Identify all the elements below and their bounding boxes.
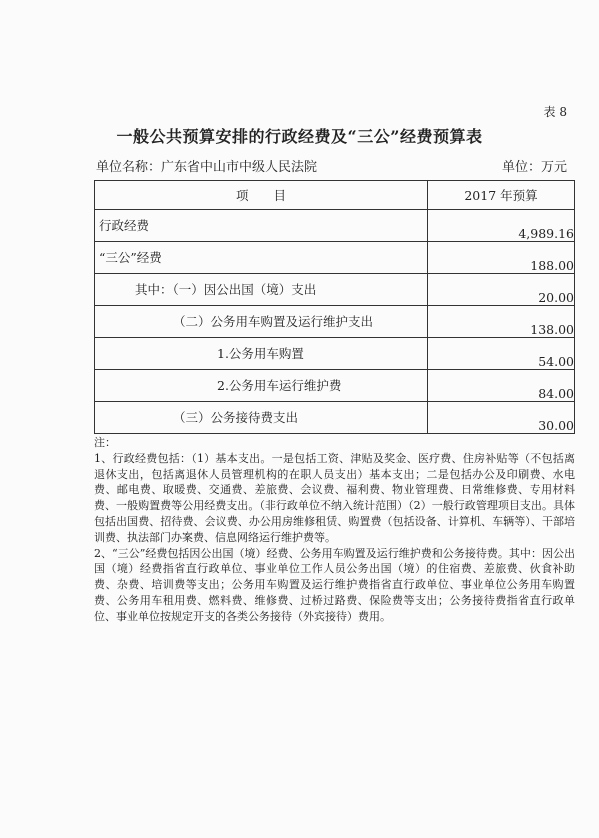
header-budget: 2017 年预算 xyxy=(428,181,575,210)
row-label: （二）公务用车购置及运行维护支出 xyxy=(173,314,374,329)
unit-label: 单位：万元 xyxy=(501,160,567,175)
header-row xyxy=(95,181,575,210)
row-label: 1.公务用车购置 xyxy=(217,346,304,361)
row-label: 2.公务用车运行维护费 xyxy=(217,378,342,393)
row-value: 54.00 xyxy=(428,338,575,370)
unit-name: 单位名称：广东省中山市中级人民法院 xyxy=(96,160,318,175)
table-row xyxy=(95,370,575,402)
row-value: 4,989.16 xyxy=(428,210,575,242)
row-label: 行政经费 xyxy=(99,218,150,233)
row-label: “三公”经费 xyxy=(99,250,162,265)
row-value: 188.00 xyxy=(428,242,575,274)
header-item: 项 目 xyxy=(95,181,428,210)
table-row xyxy=(95,210,575,242)
notes xyxy=(94,435,575,625)
row-value: 20.00 xyxy=(428,274,575,306)
table-row xyxy=(95,242,575,274)
table-row xyxy=(95,306,575,338)
row-label: 其中：（一）因公出国（境）支出 xyxy=(135,282,317,297)
row-value: 84.00 xyxy=(428,370,575,402)
page-title: 一般公共预算安排的行政经费及“三公”经费预算表 xyxy=(116,127,483,146)
table-number: 表 8 xyxy=(543,105,567,119)
note-1: 1、行政经费包括：（1）基本支出。一是包括工资、津贴及奖金、医疗费、住房补贴等（不包括离退休支出，包括离退休人员管理机构的在职人员支出）基本支出；二是包括办公及印刷费、水电费、邮电费、取暖费、交通费、差旅费、会议费、福利费、物业管理费、日常维修费、专用材料费、一般购置费等公用经费支出。（非行政单位不纳入统计范围）（2）一般行政管理项目支出。具体包括出国费、招待费、会议费、办公用房维修租赁、购置费（包括设备、计算机、车辆等）、干部培训费、执法部门办案费、信息网络运行维护费等。 xyxy=(94,451,575,544)
note-2: 2、“三公”经费包括因公出国（境）经费、公务用车购置及运行维护费和公务接待费。其中：因公出国（境）经费指省直行政单位、事业单位工作人员公务出国（境）的住宿费、差旅费、伙食补助费、杂费、培训费等支出；公务用车购置及运行维护费指省直行政单位、事业单位公务用车购置费、公务用车租用费、燃料费、维修费、过桥过路费、保险费等支出；公务接待费指省直行政单位、事业单位按规定开支的各类公务接待（外宾接待）费用。 xyxy=(94,546,575,623)
table-row xyxy=(95,402,575,434)
row-value: 30.00 xyxy=(428,402,575,434)
budget-table xyxy=(94,180,575,434)
row-value: 138.00 xyxy=(428,306,575,338)
table-row xyxy=(95,338,575,370)
row-label: （三）公务接待费支出 xyxy=(173,410,299,425)
notes-heading: 注： xyxy=(94,436,116,449)
table-row xyxy=(95,274,575,306)
